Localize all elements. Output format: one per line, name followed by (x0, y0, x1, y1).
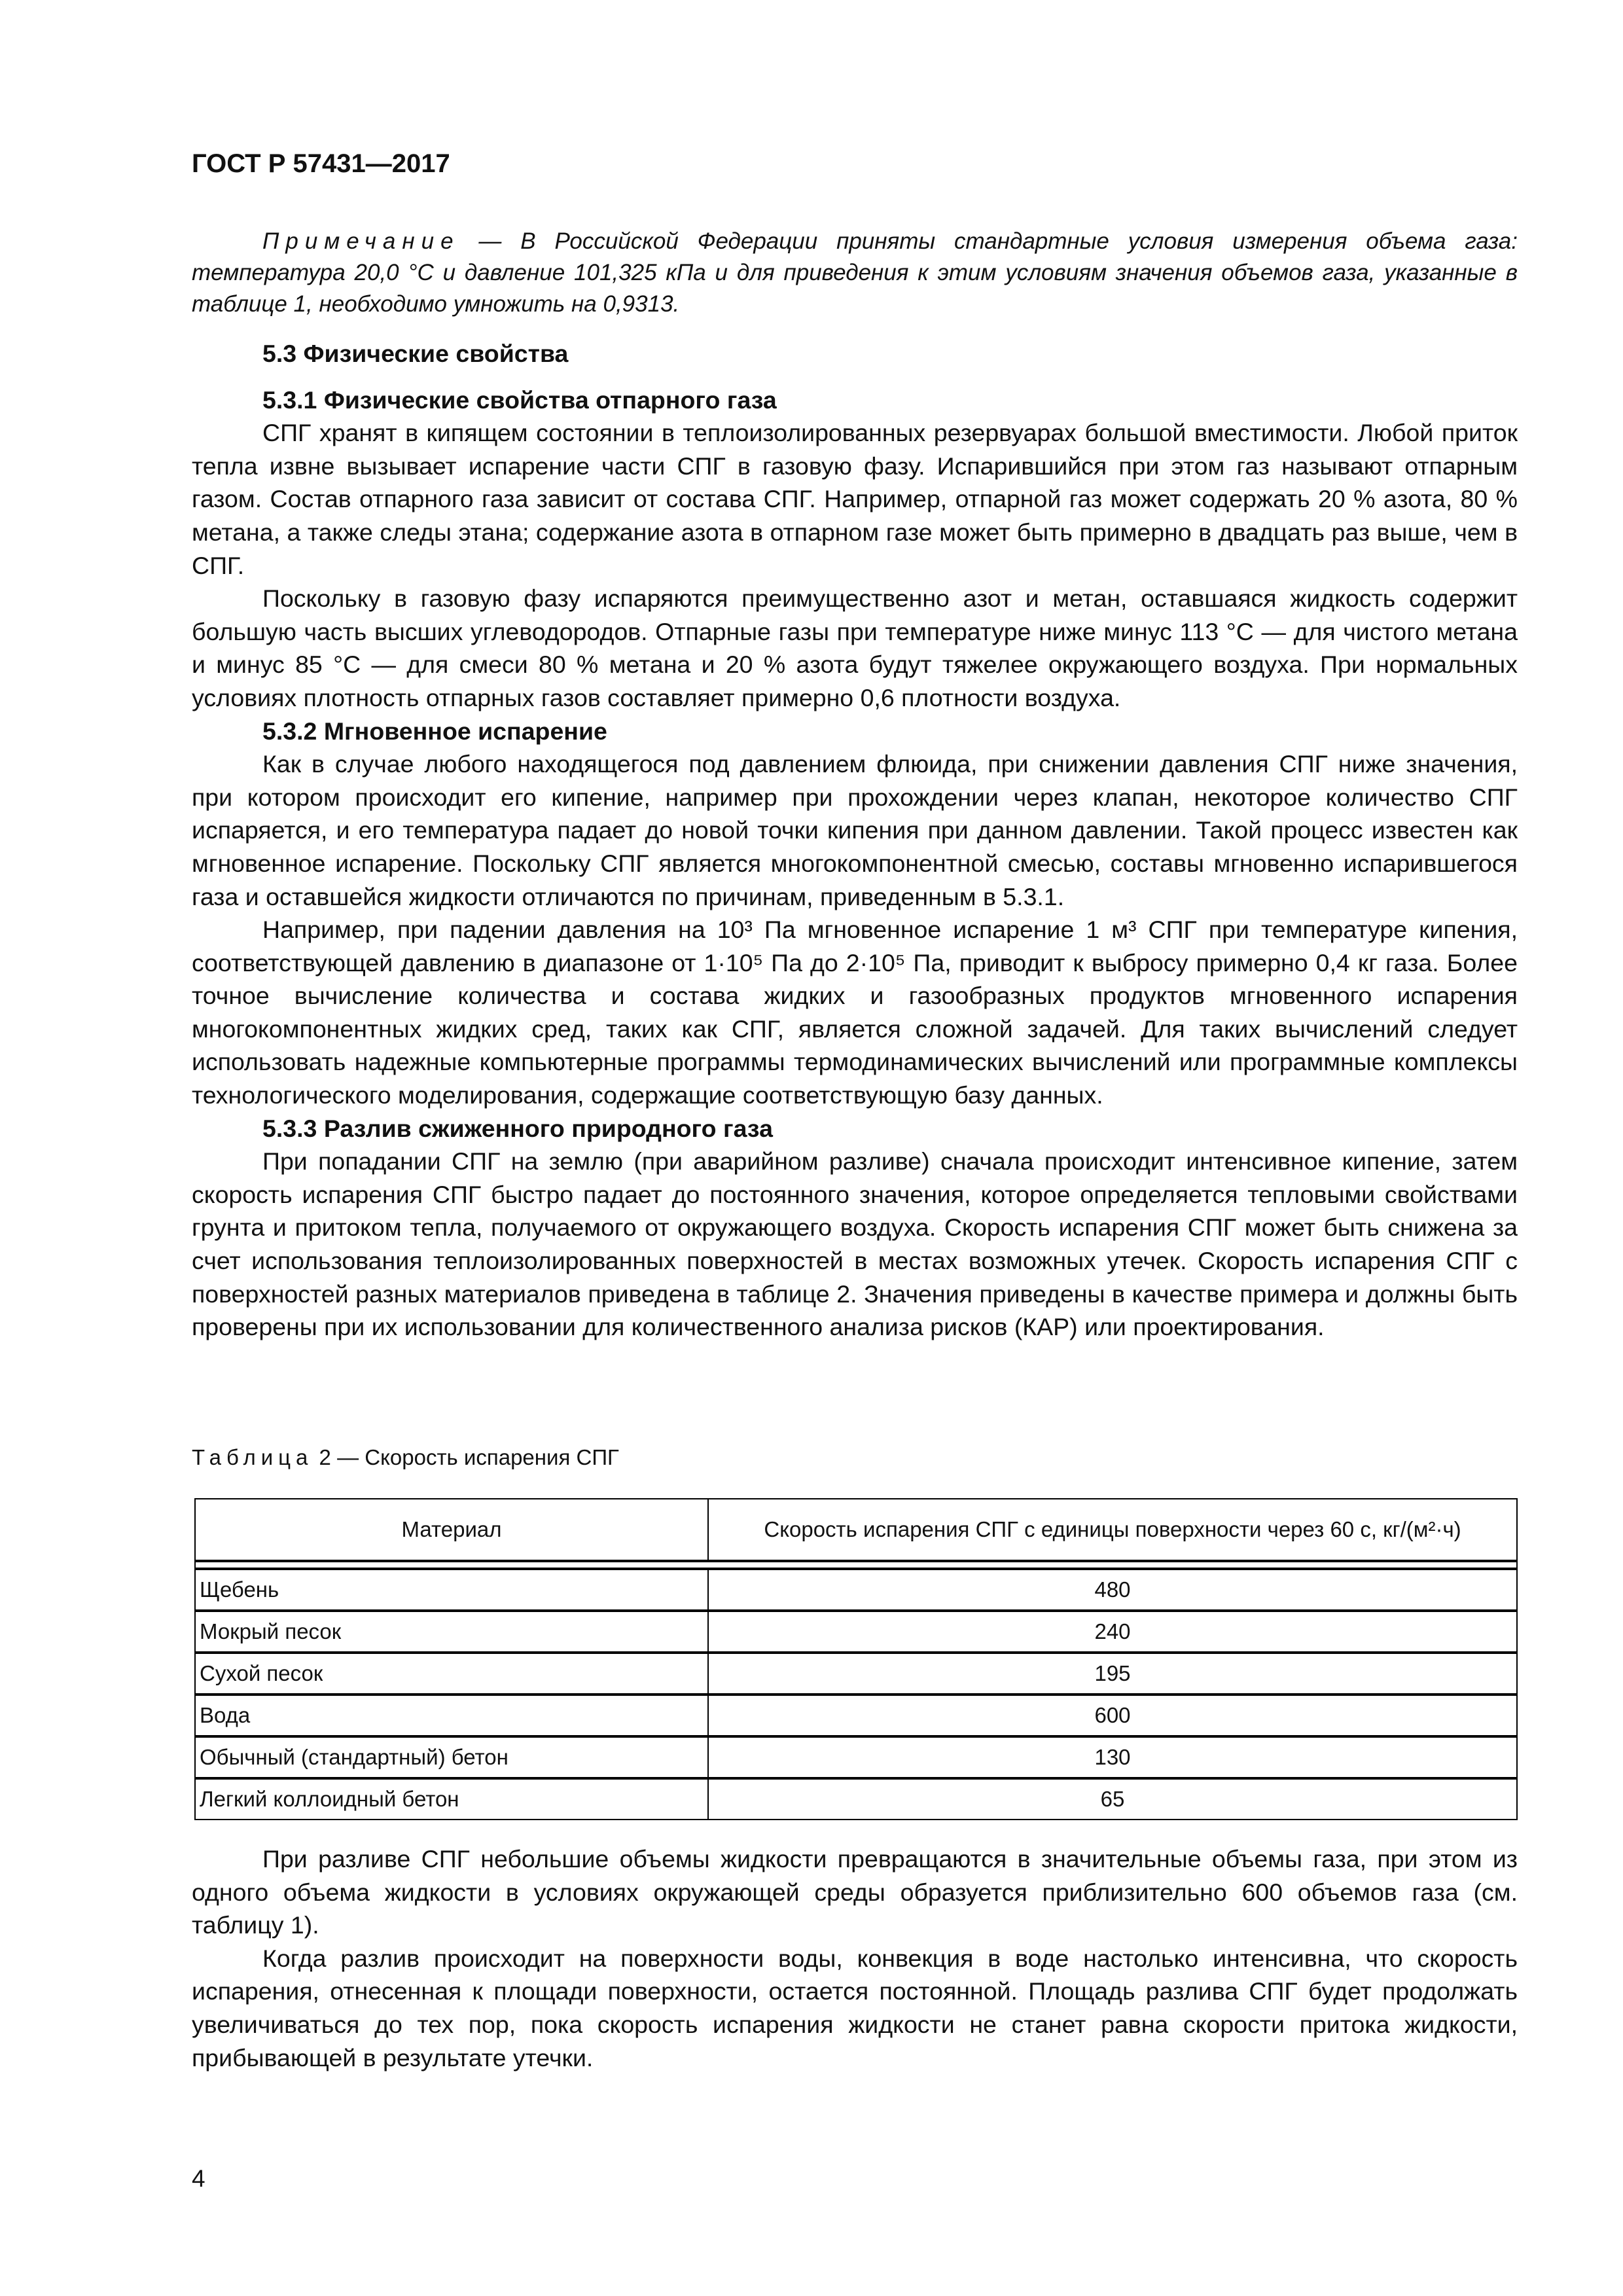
table-caption (192, 1445, 1518, 1470)
page-number: 4 (192, 2165, 205, 2192)
material-cell: Мокрый песок (195, 1611, 708, 1653)
material-cell: Сухой песок (195, 1653, 708, 1695)
header-separator (195, 1561, 1517, 1569)
note-text: — В Российской Федерации приняты стандартные условия измерения объема газа: температура 20,0 °С и давление 101,325 кПа и для приведения к этим условиям значения объемов газа, указанные в таблице 1, необходимо умножить на 0,9313. (192, 228, 1518, 317)
paragraph: Как в случае любого находящегося под давлением флюида, при снижении давления СПГ ниже значения, при котором происходит его кипение, например при прохождении через клапан, некоторое количество СПГ испаряется, и его температура падает до новой точки кипения при данном давлении. Такой процесс известен как мгновенное испарение. Поскольку СПГ является многокомпонентной смесью, составы мгновенно испарившегося газа и оставшейся жидкости отличаются по причинам, приведенным в 5.3.1. (192, 750, 1518, 910)
value-cell: 130 (708, 1736, 1517, 1778)
section-5-3 (192, 337, 1518, 1344)
column-header-material: Материал (195, 1499, 708, 1561)
paragraph: Когда разлив происходит на поверхности воды, конвекция в воде настолько интенсивна, что скорость испарения, отнесенная к площади поверхности, остается постоянной. Площадь разлива СПГ будет продолжать увеличиваться до тех пор, пока скорость испарения жидкости не станет равна скорости притока жидкости, прибывающей в результате утечки. (192, 1944, 1518, 2072)
paragraph: При попадании СПГ на землю (при аварийном разливе) сначала происходит интенсивное кипение, затем скорость испарения СПГ быстро падает до постоянного значения, которое определяется тепловыми свойствами грунта и притоком тепла, получаемого от окружающего воздуха. Скорость испарения СПГ может быть снижена за счет использования теплоизолированных поверхностей в местах возможных утечек. Скорость испарения СПГ с поверхностей разных материалов приведена в таблице 2. Значения приведены в качестве примера и должны быть проверены при их использовании для количественного анализа рисков (КАР) или проектирования. (192, 1147, 1518, 1341)
paragraph: При разливе СПГ небольшие объемы жидкости превращаются в значительные объемы газа, при этом из одного объема жидкости в условиях окружающей среды образуется приблизительно 600 объемов газа (см. таблицу 1). (192, 1845, 1518, 1939)
value-cell: 600 (708, 1695, 1517, 1736)
document-header: ГОСТ Р 57431—2017 (192, 149, 450, 178)
table-caption-label: Таблица (192, 1445, 313, 1469)
table-row (195, 1653, 1517, 1695)
note (192, 226, 1518, 320)
note-label: Примечание (262, 228, 460, 254)
table-row (195, 1736, 1517, 1778)
table-row (195, 1778, 1517, 1820)
table-caption-text: 2 — Скорость испарения СПГ (313, 1445, 619, 1469)
heading-5-3-1: 5.3.1 Физические свойства отпарного газа (262, 386, 777, 414)
table-row (195, 1695, 1517, 1736)
material-cell: Обычный (стандартный) бетон (195, 1736, 708, 1778)
heading-5-3: 5.3 Физические свойства (262, 340, 569, 367)
value-cell: 195 (708, 1653, 1517, 1695)
material-cell: Легкий коллоидный бетон (195, 1778, 708, 1820)
paragraph: СПГ хранят в кипящем состоянии в теплоизолированных резервуарах большой вместимости. Любой приток тепла извне вызывает испарение части СПГ в газовую фазу. Испарившийся при этом газ называют отпарным газом. Состав отпарного газа зависит от состава СПГ. Например, отпарной газ может содержать 20 % азота, 80 % метана, а также следы этана; содержание азота в отпарном газе может быть примерно в двадцать раз выше, чем в СПГ. (192, 419, 1518, 579)
paragraph: Например, при падении давления на 10³ Па мгновенное испарение 1 м³ СПГ при температуре кипения, соответствующей давлению в диапазоне от 1·10⁵ Па до 2·10⁵ Па, приводит к выбросу примерно 0,4 кг газа. Более точное вычисление количества и состава жидких и газообразных продуктов мгновенного испарения многокомпонентных жидких сред, таких как СПГ, является сложной задачей. Для таких вычислений следует использовать надежные компьютерные программы термодинамических вычислений или программные комплексы технологического моделирования, содержащие соответствующую базу данных. (192, 916, 1518, 1109)
paragraph: Поскольку в газовую фазу испаряются преимущественно азот и метан, оставшаяся жидкость содержит большую часть высших углеводородов. Отпарные газы при температуре ниже минус 113 °С — для чистого метана и минус 85 °С — для смеси 80 % метана и 20 % азота будут тяжелее окружающего воздуха. При нормальных условиях плотность отпарных газов составляет примерно 0,6 плотности воздуха. (192, 584, 1518, 711)
evaporation-table (194, 1498, 1518, 1820)
heading-5-3-3: 5.3.3 Разлив сжиженного природного газа (262, 1114, 773, 1142)
value-cell: 240 (708, 1611, 1517, 1653)
material-cell: Щебень (195, 1569, 708, 1611)
value-cell: 65 (708, 1778, 1517, 1820)
table-row (195, 1569, 1517, 1611)
table-header-row (195, 1499, 1517, 1561)
table-row (195, 1611, 1517, 1653)
column-header-rate: Скорость испарения СПГ с единицы поверхности через 60 с, кг/(м²·ч) (708, 1499, 1517, 1561)
material-cell: Вода (195, 1695, 708, 1736)
value-cell: 480 (708, 1569, 1517, 1611)
post-table-text (192, 1842, 1518, 2074)
heading-5-3-2: 5.3.2 Мгновенное испарение (262, 717, 607, 745)
